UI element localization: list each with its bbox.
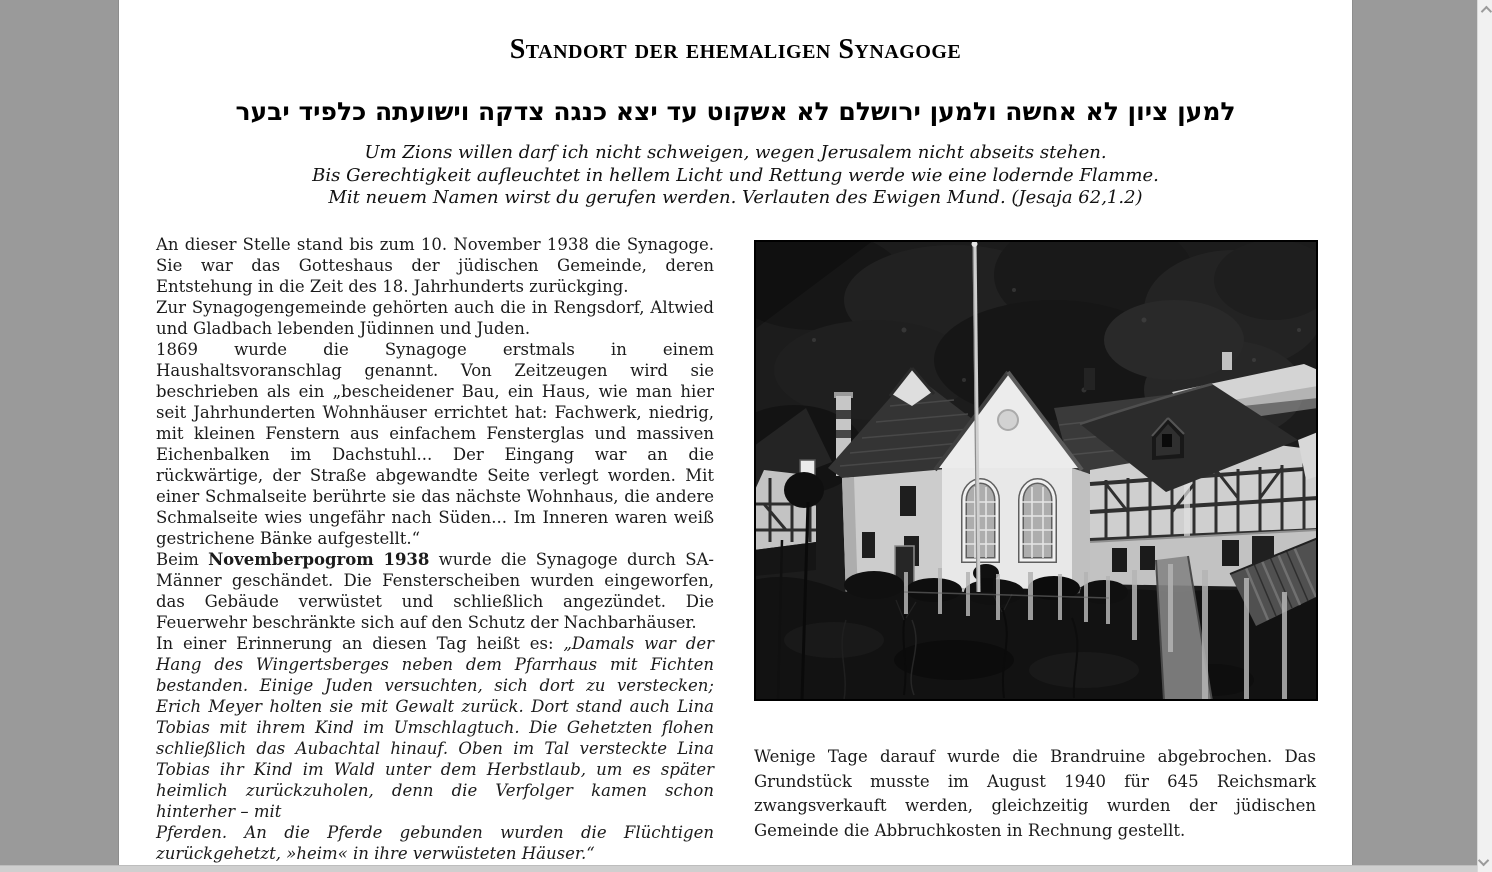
text-run-italic: „Damals war der Hang des Wingertsberges neben dem Pfarrhaus mit Fichten bestanden. Einige Juden versuchten, sich dort zu verstecken; Erich Meyer holten sie mit Gewalt zurück. Dort stand auch Lina Tobias mit ihrem Kind im Umschlagtuch. Die Gehetzten flohen schließlich das Aubachtal hinauf. Oben im Tal versteckte Lina Tobias ihr Kind im Wald unter dem Herbstlaub, um es später heimlich zurückzuholen, denn die Verfolger kamen schon hinterher – mit: [156, 634, 714, 821]
chevron-down-icon: [1478, 855, 1489, 866]
arched-window-left: [964, 481, 997, 560]
paragraph-history-1: An dieser Stelle stand bis zum 10. November 1938 die Synagoge. Sie war das Gotteshaus der jüdischen Gemeinde, deren Entstehung in die Zeit des 18. Jahrhunderts zurückging.: [156, 235, 714, 296]
arched-window-right: [1021, 481, 1054, 560]
paragraph-memoir: [156, 633, 714, 864]
chevron-up-icon: [1481, 6, 1492, 17]
verse-line-3: Mit neuem Namen wirst du gerufen werden. Verlauten des Ewigen Mund. (Jesaja 62,1.2): [328, 187, 1143, 208]
body-text-column: [156, 234, 714, 864]
text-run-bold: Novemberpogrom 1938: [208, 550, 430, 569]
verse-line-1: Um Zions willen darf ich nicht schweigen, wegen Jerusalem nicht abseits stehen.: [364, 142, 1107, 163]
text-run: Beim: [156, 550, 209, 569]
verse-quote: [119, 142, 1352, 210]
window-bottom-edge: [0, 865, 1477, 872]
scroll-up-button[interactable]: [1478, 2, 1492, 18]
text-run: In einer Erinnerung an diesen Tag heißt es:: [156, 634, 564, 653]
photo-caption: Wenige Tage darauf wurde die Brandruine abgebrochen. Das Grundstück musste im August 1940 für 645 Reichsmark zwangsverkauft werden, gleichzeitig wurden der jüdischen Gemeinde die Abbruchkosten in Rechnung gestellt.: [754, 747, 1316, 840]
paragraph-history-2: Zur Synagogengemeinde gehörten auch die in Rengsdorf, Altwied und Gladbach lebenden Jüdinnen und Juden.: [156, 298, 714, 338]
paragraph-description: 1869 wurde die Synagoge erstmals in einem Haushaltsvoranschlag genannt. Von Zeitzeugen wird sie beschrieben als ein „bescheidener Bau, ein Haus, wie man hier seit Jahrhunderten Wohnhäuser errichtet hat: Fachwerk, niedrig, mit kleinen Fenstern aus einfachem Fensterglas und massiven Eichenbalken im Dachstuhl... Der Eingang war an die rückwärtige, der Straße abgewandte Seite verlegt worden. Mit einer Schmalseite berührte sie das nächste Wohnhaus, die andere Schmalseite wies ungefähr nach Süden... Im Inneren waren weiß gestrichene Bänke aufgestellt.“: [156, 340, 714, 548]
vertical-scrollbar[interactable]: [1477, 0, 1492, 872]
verse-line-2: Bis Gerechtigkeit aufleuchtet in hellem Licht und Rettung werde wie eine lodernde Flamme.: [312, 164, 1159, 186]
page-title: Standort der ehemaligen Synagoge: [509, 34, 962, 65]
hebrew-verse: למען ציון לא אחשה ולמען ירושלם לא אשקוט עד יצא כנגה צדקה וישועתה כלפיד יבער: [235, 97, 1236, 126]
scroll-down-button[interactable]: [1478, 854, 1492, 870]
paragraph-pogrom: [156, 549, 714, 633]
synagogue-photo: [754, 240, 1318, 701]
photo-column: [754, 240, 1318, 843]
text-run: wurde die Synagoge durch SA-Männer geschändet. Die Fensterscheiben wurden eingeworfen, das Gebäude verwüstet und schließlich angezündet. Die Feuerwehr beschränkte sich auf den Schutz der Nachbarhäuser.: [156, 550, 714, 632]
document-page: [118, 0, 1353, 865]
round-gable-window: [998, 410, 1018, 430]
text-run-italic: Pferden. An die Pferde gebunden wurden die Flüchtigen zurückgehetzt, »heim« in ihre verwüsteten Häuser.“: [156, 823, 714, 863]
